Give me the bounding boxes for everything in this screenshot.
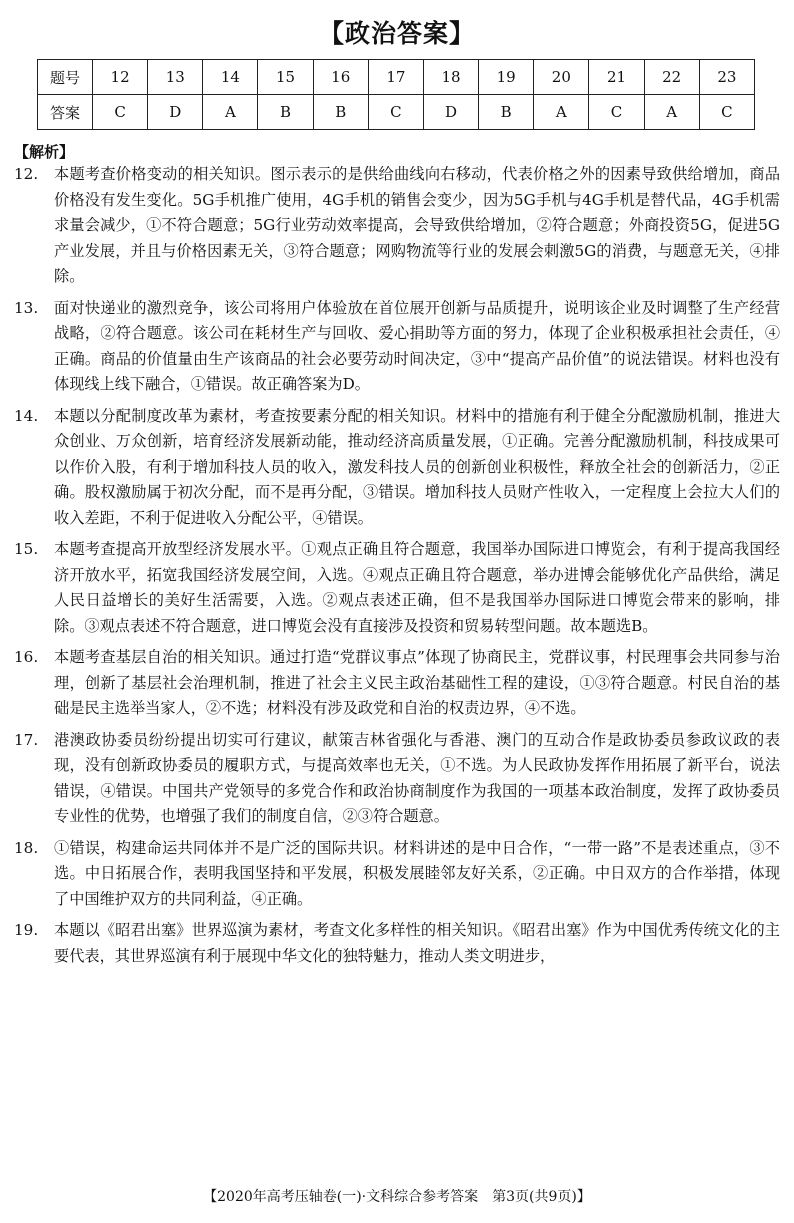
analysis-item [14, 296, 780, 398]
analysis-item [14, 918, 780, 969]
analysis-item [14, 645, 780, 722]
analysis-item [14, 728, 780, 830]
analysis-heading: 【解析】 [14, 143, 75, 161]
answer-cell: A [644, 95, 699, 130]
question-number: 12 [93, 60, 148, 95]
row-label-number: 题号 [38, 60, 93, 95]
item-number: 18. [14, 838, 39, 857]
question-number: 14 [203, 60, 258, 95]
item-number: 15. [14, 540, 39, 558]
answer-row [38, 95, 755, 130]
analysis-item [14, 836, 780, 913]
analysis-item [14, 537, 780, 639]
item-number: 19. [14, 921, 39, 939]
item-text: 本题考查价格变动的相关知识。图示表示的是供给曲线向右移动，代表价格之外的因素导致供给增加，商品价格没有发生变化。5G手机推广使用，4G手机的销售会变少，因为5G手机与4G手机是替代品，4G手机需求量会减少，①不符合题意；5G行业劳动效率提高，会导致供给增加，②符合题意；外商投资5G，促进5G产业发展，并且与价格因素无关，③符合题意；网购物流等行业的发展会刺激5G的消费，与题意无关，④排除。 [54, 165, 780, 285]
answer-cell: C [368, 95, 423, 130]
answer-cell: B [479, 95, 534, 130]
row-label-answer: 答案 [38, 95, 93, 130]
item-text: 本题考查提高开放型经济发展水平。①观点正确且符合题意，我国举办国际进口博览会，有利于提高我国经济开放水平，拓宽我国经济发展空间，入选。④观点正确且符合题意，举办进博会能够优化产品供给，满足人民日益增长的美好生活需要，入选。②观点表述正确，但不是我国举办国际进口博览会带来的影响，排除。③观点表述不符合题意，进口博览会没有直接涉及投资和贸易转型问题。故本题选B。 [54, 540, 780, 635]
question-number: 17 [368, 60, 423, 95]
question-number: 13 [148, 60, 203, 95]
item-number: 14. [14, 406, 39, 425]
item-number: 17. [14, 730, 39, 749]
question-number: 22 [644, 60, 699, 95]
answer-cell: D [423, 95, 478, 130]
question-number: 20 [534, 60, 589, 95]
question-number: 15 [258, 60, 313, 95]
analysis-item [14, 404, 780, 532]
answer-cell: C [699, 95, 754, 130]
question-number: 23 [699, 60, 754, 95]
analysis-item [14, 162, 780, 290]
question-number: 16 [313, 60, 368, 95]
answer-cell: A [534, 95, 589, 130]
item-text: ①错误，构建命运共同体并不是广泛的国际共识。材料讲述的是中日合作，“一带一路”不是表述重点，③不选。中日拓展合作，表明我国坚持和平发展，积极发展睦邻友好关系，②正确。中日双方的合作举措，体现了中国维护双方的共同利益，④正确。 [54, 838, 780, 908]
analysis-list [14, 162, 780, 975]
answer-table [37, 59, 755, 130]
question-number: 18 [423, 60, 478, 95]
question-number: 19 [479, 60, 534, 95]
question-number-row [38, 60, 755, 95]
item-text: 本题以分配制度改革为素材，考查按要素分配的相关知识。材料中的措施有利于健全分配激励机制，推进大众创业、万众创新，培育经济发展新动能，推动经济高质量发展，①正确。完善分配激励机制，科技成果可以作价入股，有利于增加科技人员的收入，激发科技人员的创新创业积极性，释放全社会的创新活力，②正确。股权激励属于初次分配，而不是再分配，③错误。增加科技人员财产性收入，一定程度上会拉大人们的收入差距，不利于促进收入分配公平，④错误。 [54, 406, 780, 527]
answer-cell: A [203, 95, 258, 130]
item-text: 本题以《昭君出塞》世界巡演为素材，考查文化多样性的相关知识。《昭君出塞》作为中国优秀传统文化的主要代表，其世界巡演有利于展现中华文化的独特魅力，推动人类文明进步， [54, 921, 780, 965]
item-number: 12. [14, 165, 39, 183]
answer-cell: D [148, 95, 203, 130]
answer-cell: C [589, 95, 644, 130]
answer-cell: B [313, 95, 368, 130]
item-text: 面对快递业的激烈竞争，该公司将用户体验放在首位展开创新与品质提升，说明该企业及时调整了生产经营战略，②符合题意。该公司在耗材生产与回收、爱心捐助等方面的努力，体现了企业积极承担社会责任，④正确。商品的价值量由生产该商品的社会必要劳动时间决定，③中“提高产品价值”的说法错误。材料也没有体现线上线下融合，①错误。故正确答案为D。 [54, 298, 780, 393]
item-text: 本题考查基层自治的相关知识。通过打造“党群议事点”体现了协商民主，党群议事，村民理事会共同参与治理，创新了基层社会治理机制，推进了社会主义民主政治基础性工程的建设，①③符合题意。村民自治的基础是民主选举当家人，②不选；材料没有涉及政党和自治的权责边界，④不选。 [54, 648, 780, 717]
item-number: 13. [14, 298, 39, 317]
item-number: 16. [14, 648, 39, 666]
answer-cell: C [93, 95, 148, 130]
page-footer: 【2020年高考压轴卷(一)·文科综合参考答案 第3页(共9页)】 [203, 1189, 591, 1205]
page-title: 【政治答案】 [318, 19, 475, 48]
item-text: 港澳政协委员纷纷提出切实可行建议，献策吉林省强化与香港、澳门的互动合作是政协委员参政议政的表现，没有创新政协委员的履职方式，与提高效率也无关，①不选。为人民政协发挥作用拓展了新平台，说法错误，④错误。中国共产党领导的多党合作和政治协商制度作为我国的一项基本政治制度，发挥了政协委员专业性的优势，也增强了我们的制度自信，②③符合题意。 [54, 730, 780, 825]
answer-cell: B [258, 95, 313, 130]
question-number: 21 [589, 60, 644, 95]
